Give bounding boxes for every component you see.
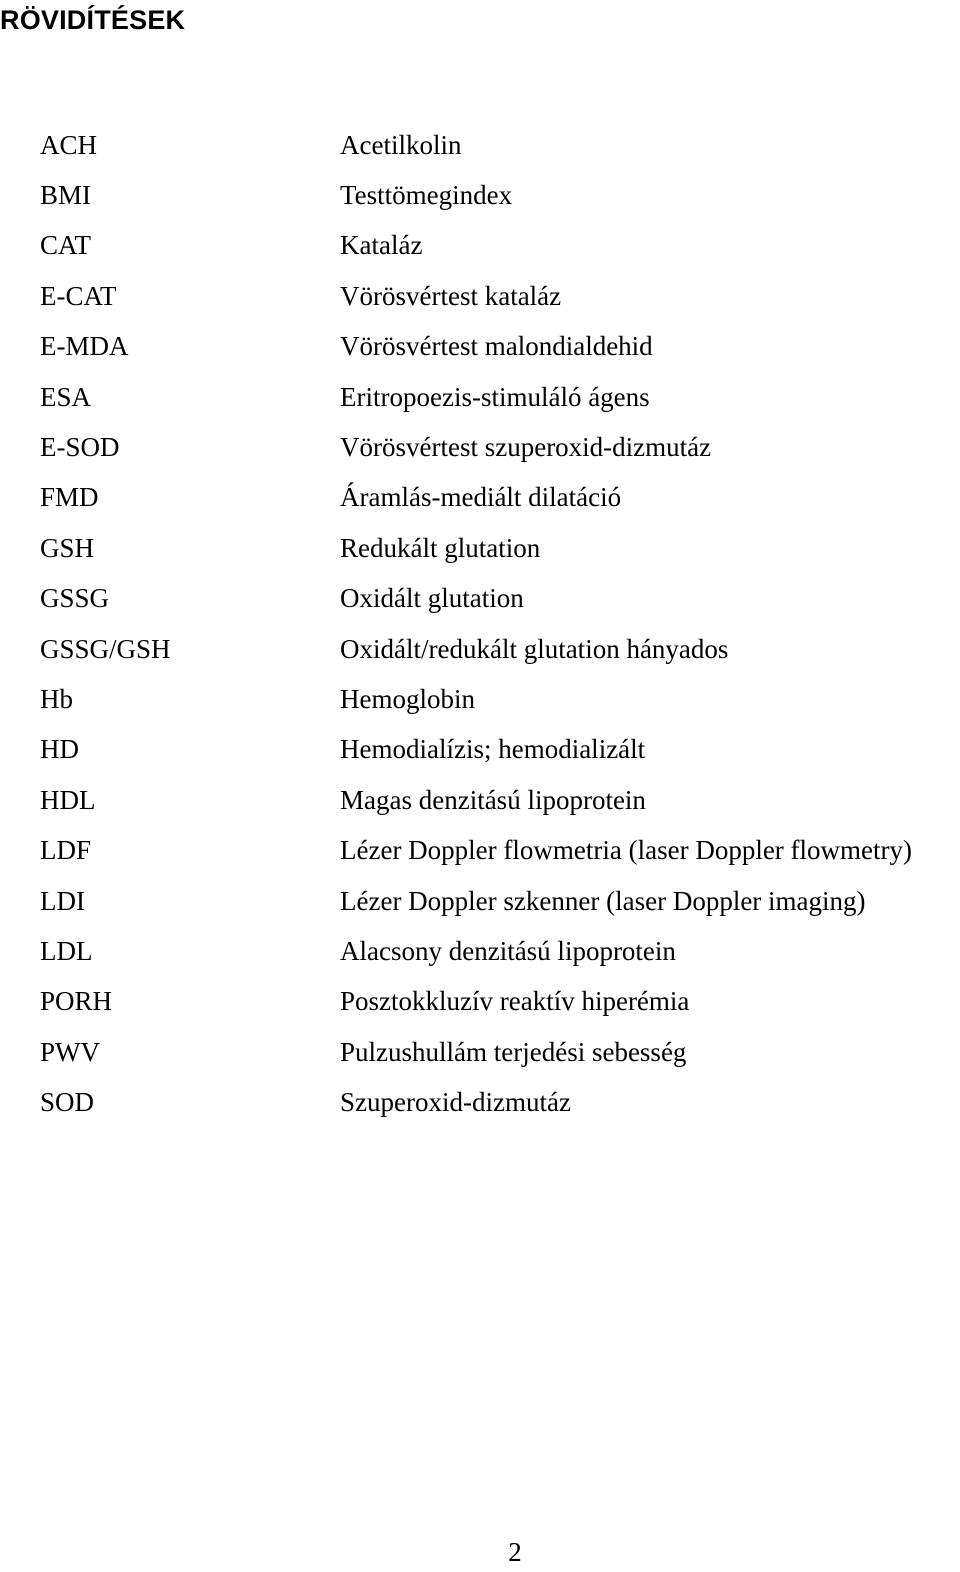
abbreviation-definition: Vörösvértest szuperoxid-dizmutáz <box>340 432 712 463</box>
abbreviation-definition: Szuperoxid-dizmutáz <box>340 1087 571 1118</box>
abbreviation-term: LDF <box>40 835 92 866</box>
abbreviation-definition: Pulzushullám terjedési sebesség <box>340 1036 687 1067</box>
abbreviation-row <box>40 523 912 573</box>
abbreviation-definition: Lézer Doppler flowmetria (laser Doppler flowmetry) <box>340 835 913 866</box>
abbreviation-row <box>40 674 912 724</box>
abbreviation-definition: Hemodialízis; hemodializált <box>340 734 646 765</box>
abbreviation-row <box>40 221 912 271</box>
abbreviation-term: E-SOD <box>40 432 120 463</box>
abbreviation-definition: Oxidált glutation <box>340 583 524 614</box>
abbreviation-term: Hb <box>40 683 73 714</box>
abbreviation-row <box>40 725 912 775</box>
abbreviation-term: E-CAT <box>40 280 117 311</box>
abbreviation-term: HD <box>40 734 79 765</box>
abbreviation-definition: Áramlás-mediált dilatáció <box>340 482 622 513</box>
abbreviation-definition: Oxidált/redukált glutation hányados <box>340 633 729 664</box>
abbreviation-term: GSSG/GSH <box>40 633 171 664</box>
abbreviation-definition: Vörösvértest kataláz <box>340 280 562 311</box>
abbreviation-definition: Kataláz <box>340 230 423 261</box>
abbreviation-row <box>40 775 912 825</box>
abbreviation-definition: Magas denzitású lipoprotein <box>340 784 646 815</box>
abbreviation-term: PWV <box>40 1036 100 1067</box>
abbreviation-term: ACH <box>40 129 98 160</box>
abbreviation-row <box>40 422 912 472</box>
abbreviation-row <box>40 825 912 875</box>
page-heading: RÖVIDÍTÉSEK <box>0 5 186 35</box>
abbreviation-row <box>40 120 912 170</box>
abbreviation-term: LDI <box>40 885 85 916</box>
abbreviation-definition: Vörösvértest malondialdehid <box>340 331 653 362</box>
abbreviation-term: SOD <box>40 1087 95 1118</box>
abbreviation-definition: Acetilkolin <box>340 129 462 160</box>
abbreviation-definition: Testtömegindex <box>340 180 513 211</box>
abbreviation-term: BMI <box>40 180 92 211</box>
abbreviation-term: FMD <box>40 482 99 513</box>
abbreviation-row <box>40 926 912 976</box>
abbreviation-definition: Alacsony denzitású lipoprotein <box>340 935 676 966</box>
page-number: 2 <box>508 1537 522 1567</box>
abbreviation-term: GSH <box>40 532 95 563</box>
abbreviation-definition: Hemoglobin <box>340 683 475 714</box>
abbreviation-row <box>40 977 912 1027</box>
abbreviation-term: CAT <box>40 230 92 261</box>
abbreviation-term: ESA <box>40 381 92 412</box>
abbreviation-row <box>40 322 912 372</box>
abbreviation-row <box>40 876 912 926</box>
abbreviation-row <box>40 170 912 220</box>
abbreviation-row <box>40 271 912 321</box>
abbreviation-definition: Redukált glutation <box>340 532 541 563</box>
abbreviation-term: HDL <box>40 784 96 815</box>
abbreviation-row <box>40 372 912 422</box>
abbreviation-row <box>40 473 912 523</box>
abbreviation-list <box>40 120 912 1128</box>
abbreviation-term: LDL <box>40 935 93 966</box>
abbreviation-definition: Lézer Doppler szkenner (laser Doppler imaging) <box>340 885 866 916</box>
abbreviation-definition: Posztokkluzív reaktív hiperémia <box>340 986 690 1017</box>
abbreviation-term: PORH <box>40 986 113 1017</box>
abbreviation-row <box>40 574 912 624</box>
abbreviation-term: E-MDA <box>40 331 129 362</box>
abbreviation-definition: Eritropoezis-stimuláló ágens <box>340 381 650 412</box>
abbreviation-row <box>40 624 912 674</box>
abbreviation-row <box>40 1027 912 1077</box>
abbreviation-term: GSSG <box>40 583 110 614</box>
abbreviation-row <box>40 1077 912 1127</box>
